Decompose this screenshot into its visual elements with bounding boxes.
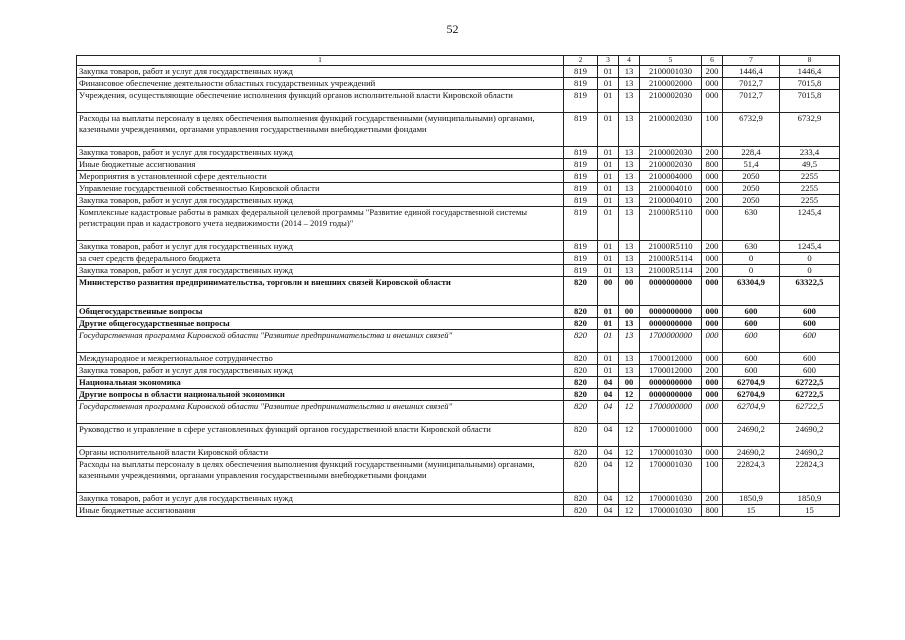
target-item-code: 0000000000 (640, 306, 702, 318)
expense-type-code: 000 (702, 183, 723, 195)
row-name: Учреждения, осуществляющие обеспечение исполнения функций органов исполнительной власти Кировской области (77, 90, 564, 113)
table-row (77, 459, 840, 493)
table-row (77, 389, 840, 401)
amount-year-1: 228,4 (723, 147, 780, 159)
table-row (77, 253, 840, 265)
amount-year-1: 600 (723, 365, 780, 377)
amount-year-2: 2255 (780, 171, 840, 183)
target-item-code: 2100002030 (640, 159, 702, 171)
section-code: 01 (598, 365, 619, 377)
subsection-code: 13 (619, 365, 640, 377)
row-name: Закупка товаров, работ и услуг для государственных нужд (77, 147, 564, 159)
expense-type-code: 000 (702, 330, 723, 353)
row-name: Органы исполнительной власти Кировской области (77, 447, 564, 459)
section-code: 04 (598, 424, 619, 447)
amount-year-1: 62704,9 (723, 389, 780, 401)
row-name: Министерство развития предпринимательства, торговли и внешних связей Кировской области (77, 277, 564, 306)
row-name: Общегосударственные вопросы (77, 306, 564, 318)
section-code: 01 (598, 353, 619, 365)
amount-year-1: 630 (723, 241, 780, 253)
subsection-code: 13 (619, 147, 640, 159)
amount-year-2: 24690,2 (780, 424, 840, 447)
section-code: 04 (598, 401, 619, 424)
subsection-code: 13 (619, 195, 640, 207)
amount-year-2: 2255 (780, 195, 840, 207)
agency-code: 819 (564, 113, 598, 147)
amount-year-1: 600 (723, 353, 780, 365)
agency-code: 820 (564, 377, 598, 389)
target-item-code: 21000R5114 (640, 253, 702, 265)
expense-type-code: 000 (702, 90, 723, 113)
expense-type-code: 200 (702, 66, 723, 78)
table-row (77, 493, 840, 505)
amount-year-2: 49,5 (780, 159, 840, 171)
amount-year-2: 0 (780, 265, 840, 277)
row-name: Финансовое обеспечение деятельности областных государственных учреждений (77, 78, 564, 90)
amount-year-1: 6732,9 (723, 113, 780, 147)
subsection-code: 00 (619, 306, 640, 318)
agency-code: 819 (564, 207, 598, 241)
section-code: 01 (598, 90, 619, 113)
agency-code: 820 (564, 353, 598, 365)
amount-year-2: 1245,4 (780, 207, 840, 241)
section-code: 01 (598, 318, 619, 330)
expense-type-code: 200 (702, 195, 723, 207)
row-name: Закупка товаров, работ и услуг для государственных нужд (77, 365, 564, 377)
section-code: 01 (598, 265, 619, 277)
amount-year-1: 62704,9 (723, 377, 780, 389)
section-code: 04 (598, 447, 619, 459)
table-row (77, 90, 840, 113)
table-row (77, 377, 840, 389)
amount-year-1: 24690,2 (723, 424, 780, 447)
budget-table (76, 55, 840, 517)
row-name: за счет средств федерального бюджета (77, 253, 564, 265)
column-number: 5 (640, 56, 702, 66)
amount-year-2: 22824,3 (780, 459, 840, 493)
amount-year-2: 600 (780, 306, 840, 318)
target-item-code: 2100001030 (640, 66, 702, 78)
agency-code: 819 (564, 66, 598, 78)
section-code: 01 (598, 207, 619, 241)
expense-type-code: 200 (702, 241, 723, 253)
amount-year-1: 63304,9 (723, 277, 780, 306)
section-code: 01 (598, 241, 619, 253)
target-item-code: 1700012000 (640, 353, 702, 365)
target-item-code: 2100002000 (640, 78, 702, 90)
table-row (77, 159, 840, 171)
amount-year-1: 7012,7 (723, 90, 780, 113)
expense-type-code: 000 (702, 447, 723, 459)
subsection-code: 13 (619, 183, 640, 195)
section-code: 01 (598, 253, 619, 265)
row-name: Национальная экономика (77, 377, 564, 389)
amount-year-1: 2050 (723, 171, 780, 183)
amount-year-1: 1446,4 (723, 66, 780, 78)
row-name: Закупка товаров, работ и услуг для государственных нужд (77, 241, 564, 253)
expense-type-code: 800 (702, 505, 723, 517)
target-item-code: 2100004010 (640, 195, 702, 207)
amount-year-2: 63322,5 (780, 277, 840, 306)
section-code: 04 (598, 505, 619, 517)
expense-type-code: 000 (702, 353, 723, 365)
section-code: 04 (598, 389, 619, 401)
target-item-code: 2100002030 (640, 147, 702, 159)
target-item-code: 0000000000 (640, 389, 702, 401)
section-code: 01 (598, 306, 619, 318)
amount-year-2: 600 (780, 353, 840, 365)
amount-year-1: 0 (723, 253, 780, 265)
subsection-code: 13 (619, 90, 640, 113)
expense-type-code: 000 (702, 401, 723, 424)
target-item-code: 1700000000 (640, 330, 702, 353)
amount-year-1: 600 (723, 330, 780, 353)
expense-type-code: 800 (702, 159, 723, 171)
table-row (77, 318, 840, 330)
agency-code: 820 (564, 459, 598, 493)
table-row (77, 147, 840, 159)
amount-year-2: 0 (780, 253, 840, 265)
column-number-row (77, 56, 840, 66)
amount-year-2: 62722,5 (780, 389, 840, 401)
section-code: 01 (598, 159, 619, 171)
subsection-code: 13 (619, 330, 640, 353)
agency-code: 820 (564, 505, 598, 517)
expense-type-code: 000 (702, 171, 723, 183)
amount-year-2: 62722,5 (780, 401, 840, 424)
expense-type-code: 000 (702, 253, 723, 265)
row-name: Другие вопросы в области национальной экономики (77, 389, 564, 401)
target-item-code: 1700001030 (640, 447, 702, 459)
amount-year-1: 2050 (723, 195, 780, 207)
target-item-code: 0000000000 (640, 318, 702, 330)
expense-type-code: 200 (702, 365, 723, 377)
subsection-code: 13 (619, 159, 640, 171)
expense-type-code: 200 (702, 147, 723, 159)
target-item-code: 1700001000 (640, 424, 702, 447)
amount-year-2: 6732,9 (780, 113, 840, 147)
amount-year-2: 24690,2 (780, 447, 840, 459)
amount-year-1: 1850,9 (723, 493, 780, 505)
row-name: Управление государственной собственностью Кировской области (77, 183, 564, 195)
agency-code: 819 (564, 159, 598, 171)
row-name: Закупка товаров, работ и услуг для государственных нужд (77, 195, 564, 207)
subsection-code: 13 (619, 241, 640, 253)
subsection-code: 12 (619, 401, 640, 424)
amount-year-2: 15 (780, 505, 840, 517)
amount-year-2: 62722,5 (780, 377, 840, 389)
subsection-code: 13 (619, 207, 640, 241)
table-row (77, 66, 840, 78)
column-number: 8 (780, 56, 840, 66)
row-name: Мероприятия в установленной сфере деятельности (77, 171, 564, 183)
amount-year-1: 0 (723, 265, 780, 277)
table-row (77, 277, 840, 306)
agency-code: 819 (564, 183, 598, 195)
agency-code: 819 (564, 78, 598, 90)
column-number: 1 (77, 56, 564, 66)
amount-year-1: 600 (723, 318, 780, 330)
expense-type-code: 000 (702, 424, 723, 447)
subsection-code: 13 (619, 253, 640, 265)
agency-code: 820 (564, 277, 598, 306)
section-code: 01 (598, 147, 619, 159)
column-number: 4 (619, 56, 640, 66)
agency-code: 819 (564, 90, 598, 113)
agency-code: 820 (564, 447, 598, 459)
target-item-code: 1700001030 (640, 505, 702, 517)
row-name: Закупка товаров, работ и услуг для государственных нужд (77, 265, 564, 277)
section-code: 04 (598, 493, 619, 505)
expense-type-code: 000 (702, 389, 723, 401)
section-code: 01 (598, 66, 619, 78)
row-name: Другие общегосударственные вопросы (77, 318, 564, 330)
row-name: Закупка товаров, работ и услуг для государственных нужд (77, 493, 564, 505)
table-row (77, 424, 840, 447)
amount-year-1: 2050 (723, 183, 780, 195)
amount-year-2: 7015,8 (780, 90, 840, 113)
row-name: Иные бюджетные ассигнования (77, 159, 564, 171)
amount-year-1: 24690,2 (723, 447, 780, 459)
expense-type-code: 000 (702, 207, 723, 241)
section-code: 04 (598, 377, 619, 389)
agency-code: 820 (564, 493, 598, 505)
expense-type-code: 000 (702, 318, 723, 330)
target-item-code: 2100002030 (640, 113, 702, 147)
agency-code: 819 (564, 253, 598, 265)
amount-year-1: 22824,3 (723, 459, 780, 493)
amount-year-2: 233,4 (780, 147, 840, 159)
amount-year-1: 62704,9 (723, 401, 780, 424)
column-number: 3 (598, 56, 619, 66)
agency-code: 820 (564, 330, 598, 353)
column-number: 6 (702, 56, 723, 66)
agency-code: 820 (564, 424, 598, 447)
row-name: Расходы на выплаты персоналу в целях обеспечения выполнения функций государственными (муниципальными) органами, казенными учреждениями, органами управления государственными внебюджетными фондами (77, 113, 564, 147)
expense-type-code: 000 (702, 306, 723, 318)
amount-year-1: 7012,7 (723, 78, 780, 90)
table-row (77, 365, 840, 377)
column-number: 2 (564, 56, 598, 66)
subsection-code: 00 (619, 377, 640, 389)
agency-code: 820 (564, 306, 598, 318)
table-row (77, 353, 840, 365)
section-code: 04 (598, 459, 619, 493)
amount-year-1: 600 (723, 306, 780, 318)
amount-year-2: 600 (780, 330, 840, 353)
row-name: Государственная программа Кировской области "Развитие предпринимательства и внешних связей" (77, 401, 564, 424)
target-item-code: 0000000000 (640, 277, 702, 306)
agency-code: 819 (564, 147, 598, 159)
agency-code: 819 (564, 241, 598, 253)
table-row (77, 195, 840, 207)
amount-year-1: 630 (723, 207, 780, 241)
target-item-code: 1700000000 (640, 401, 702, 424)
table-row (77, 113, 840, 147)
table-row (77, 505, 840, 517)
table-row (77, 241, 840, 253)
agency-code: 820 (564, 365, 598, 377)
table-row (77, 330, 840, 353)
section-code: 01 (598, 78, 619, 90)
expense-type-code: 200 (702, 265, 723, 277)
subsection-code: 13 (619, 353, 640, 365)
amount-year-2: 2255 (780, 183, 840, 195)
table-row (77, 447, 840, 459)
table-row (77, 171, 840, 183)
expense-type-code: 000 (702, 78, 723, 90)
target-item-code: 0000000000 (640, 377, 702, 389)
row-name: Государственная программа Кировской области "Развитие предпринимательства и внешних связей" (77, 330, 564, 353)
agency-code: 819 (564, 265, 598, 277)
agency-code: 819 (564, 195, 598, 207)
subsection-code: 13 (619, 318, 640, 330)
table-row (77, 306, 840, 318)
amount-year-2: 600 (780, 365, 840, 377)
section-code: 00 (598, 277, 619, 306)
expense-type-code: 100 (702, 113, 723, 147)
target-item-code: 1700001030 (640, 459, 702, 493)
row-name: Иные бюджетные ассигнования (77, 505, 564, 517)
subsection-code: 13 (619, 78, 640, 90)
section-code: 01 (598, 171, 619, 183)
subsection-code: 12 (619, 493, 640, 505)
target-item-code: 1700012000 (640, 365, 702, 377)
table-row (77, 207, 840, 241)
section-code: 01 (598, 195, 619, 207)
expense-type-code: 000 (702, 277, 723, 306)
amount-year-2: 600 (780, 318, 840, 330)
subsection-code: 13 (619, 171, 640, 183)
row-name: Комплексные кадастровые работы в рамках федеральной целевой программы "Развитие единой государственной системы регистрации прав и кадастрового учета недвижимости (2014 – 2019 годы)" (77, 207, 564, 241)
subsection-code: 12 (619, 459, 640, 493)
amount-year-2: 7015,8 (780, 78, 840, 90)
target-item-code: 2100004000 (640, 171, 702, 183)
subsection-code: 12 (619, 424, 640, 447)
subsection-code: 12 (619, 389, 640, 401)
page-number: 52 (446, 22, 459, 36)
agency-code: 820 (564, 318, 598, 330)
subsection-code: 00 (619, 277, 640, 306)
agency-code: 820 (564, 389, 598, 401)
target-item-code: 2100004010 (640, 183, 702, 195)
amount-year-1: 15 (723, 505, 780, 517)
agency-code: 820 (564, 401, 598, 424)
expense-type-code: 000 (702, 377, 723, 389)
section-code: 01 (598, 183, 619, 195)
subsection-code: 12 (619, 505, 640, 517)
target-item-code: 21000R5114 (640, 265, 702, 277)
column-number: 7 (723, 56, 780, 66)
target-item-code: 2100002030 (640, 90, 702, 113)
amount-year-1: 51,4 (723, 159, 780, 171)
subsection-code: 13 (619, 66, 640, 78)
table-row (77, 183, 840, 195)
row-name: Закупка товаров, работ и услуг для государственных нужд (77, 66, 564, 78)
section-code: 01 (598, 330, 619, 353)
row-name: Руководство и управление в сфере установленных функций органов государственной власти Кировской области (77, 424, 564, 447)
amount-year-2: 1850,9 (780, 493, 840, 505)
expense-type-code: 100 (702, 459, 723, 493)
row-name: Международное и межрегиональное сотрудничество (77, 353, 564, 365)
table-row (77, 78, 840, 90)
subsection-code: 12 (619, 447, 640, 459)
subsection-code: 13 (619, 265, 640, 277)
target-item-code: 1700001030 (640, 493, 702, 505)
target-item-code: 21000R5110 (640, 241, 702, 253)
target-item-code: 21000R5110 (640, 207, 702, 241)
subsection-code: 13 (619, 113, 640, 147)
table-row (77, 265, 840, 277)
table-row (77, 401, 840, 424)
row-name: Расходы на выплаты персоналу в целях обеспечения выполнения функций государственными (муниципальными) органами, казенными учреждениями, органами управления государственными внебюджетными фондами (77, 459, 564, 493)
amount-year-2: 1446,4 (780, 66, 840, 78)
amount-year-2: 1245,4 (780, 241, 840, 253)
section-code: 01 (598, 113, 619, 147)
agency-code: 819 (564, 171, 598, 183)
expense-type-code: 200 (702, 493, 723, 505)
